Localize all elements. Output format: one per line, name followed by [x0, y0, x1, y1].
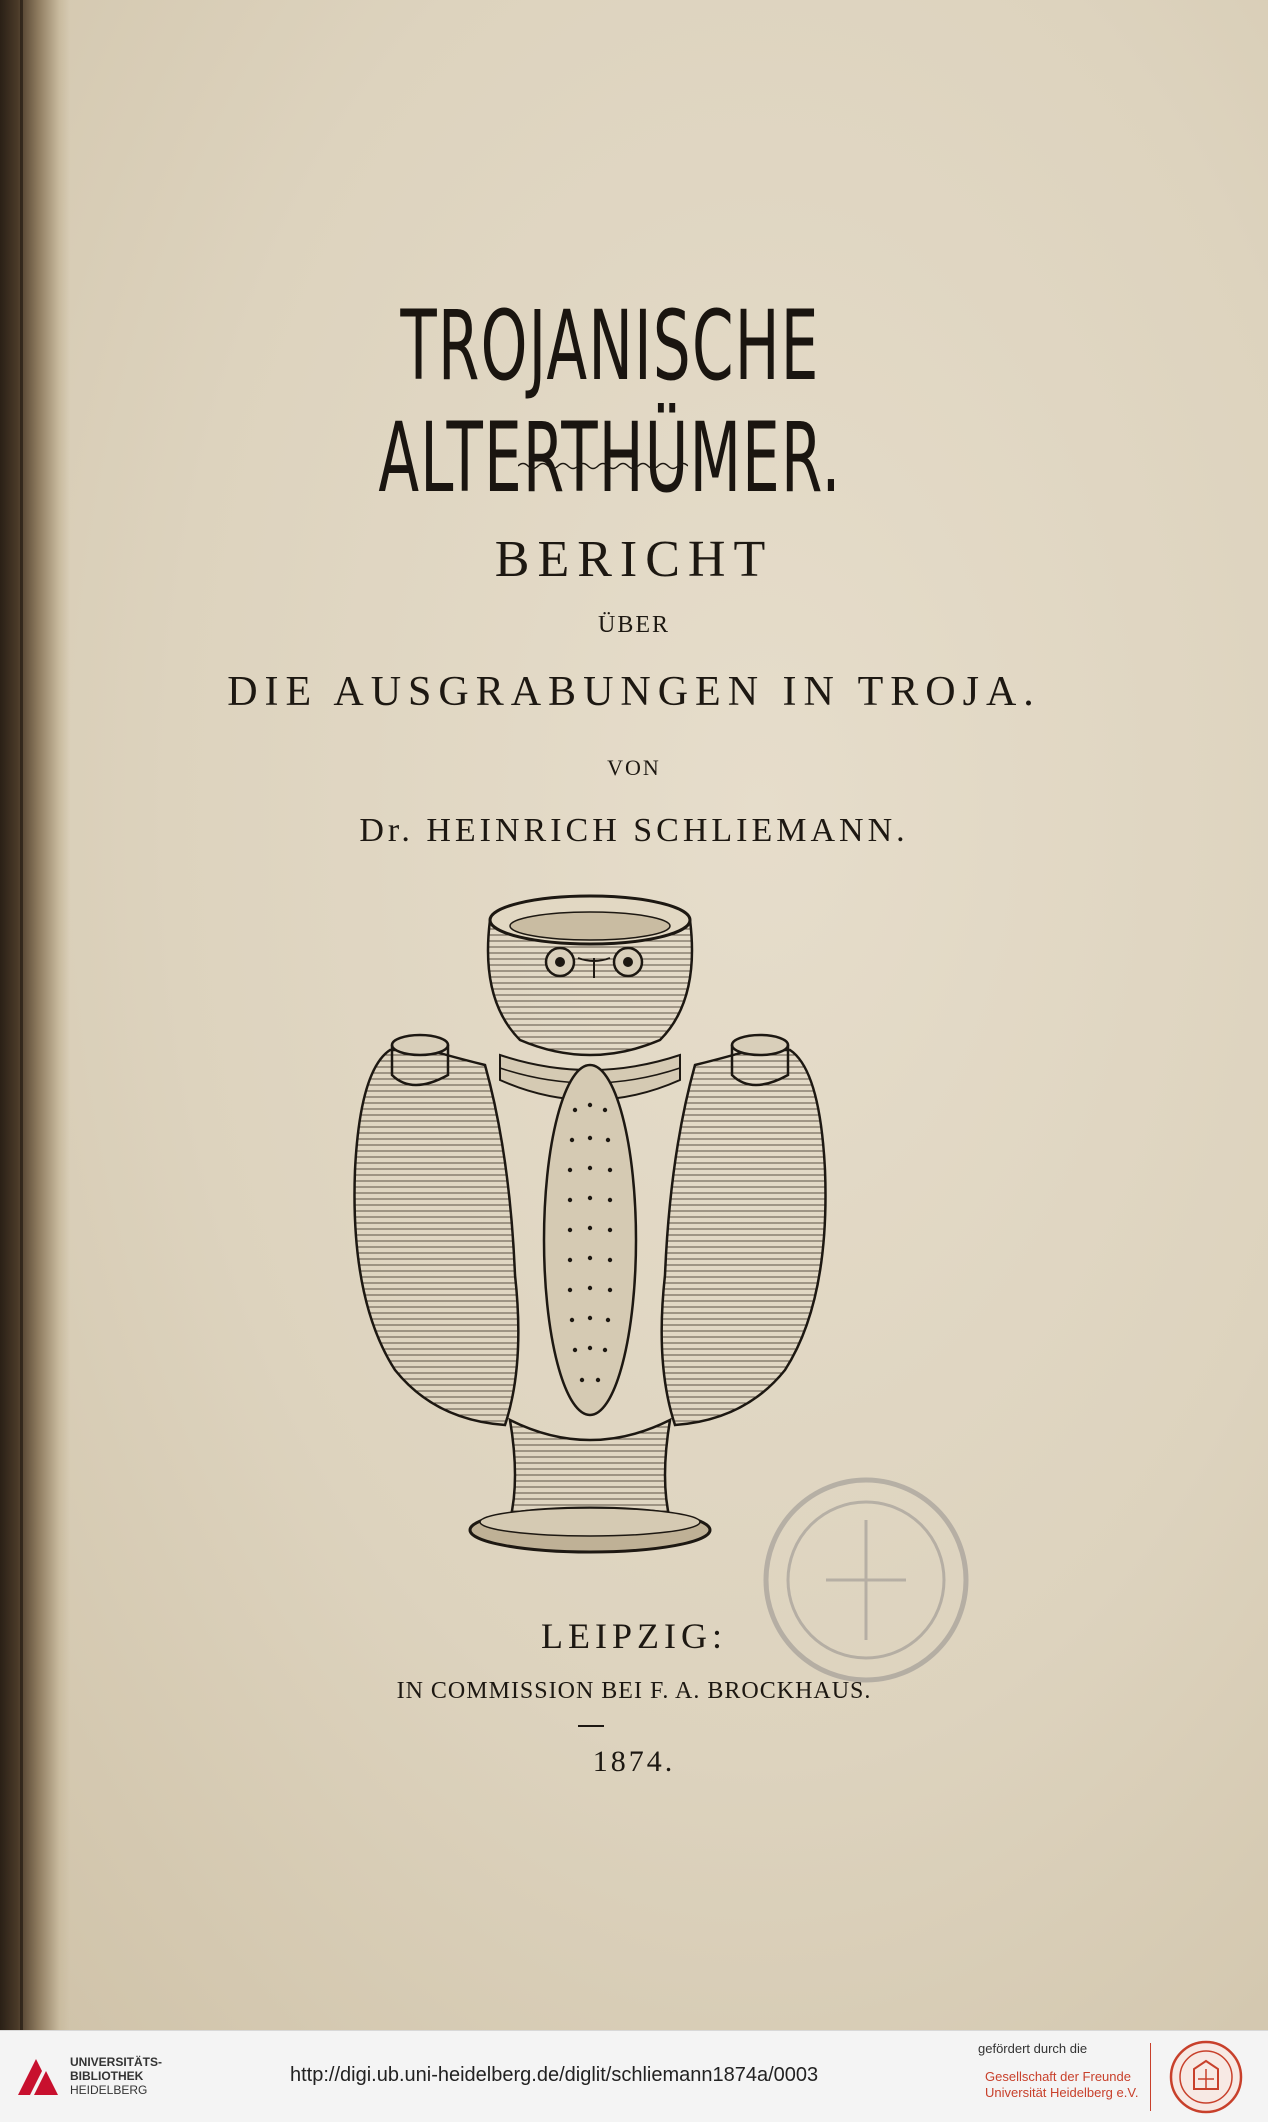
funded-by-label: gefördert durch die [978, 2041, 1088, 2056]
subtitle-ueber: ÜBER [597, 612, 670, 638]
viewer-footer [0, 2030, 1268, 2122]
owl-vase-engraving [350, 890, 830, 1570]
publisher: IN COMMISSION BEI F. A. BROCKHAUS. [396, 1678, 872, 1704]
byline-von: VON [607, 755, 661, 780]
year-rule [578, 1725, 604, 1727]
library-logo-icon[interactable] [12, 2051, 64, 2103]
society-name[interactable]: Gesellschaft der Freunde Universität Heidelberg e.V. [985, 2069, 1139, 2100]
subtitle-bericht: BERICHT [494, 531, 774, 588]
publication-year: 1874. [592, 1745, 676, 1778]
publication-place: LEIPZIG: [541, 1616, 727, 1656]
subtitle-subject: DIE AUSGRABUNGEN IN TROJA. [227, 669, 1041, 715]
book-title: TROJANISCHE ALTERTHÜMER. [378, 290, 842, 514]
ornament-divider [518, 460, 688, 472]
spine-edge [20, 0, 23, 2030]
footer-separator [1150, 2043, 1151, 2111]
book-spine-shadow [0, 0, 70, 2030]
library-name[interactable]: UNIVERSITÄTS- BIBLIOTHEK HEIDELBERG [70, 2055, 163, 2097]
library-stamp [756, 1470, 976, 1690]
university-seal-icon[interactable] [1168, 2039, 1244, 2115]
permalink-url[interactable]: http://digi.ub.uni-heidelberg.de/diglit/schliemann1874a/0003 [290, 2064, 819, 2086]
author-name: Dr. HEINRICH SCHLIEMANN. [359, 812, 909, 849]
